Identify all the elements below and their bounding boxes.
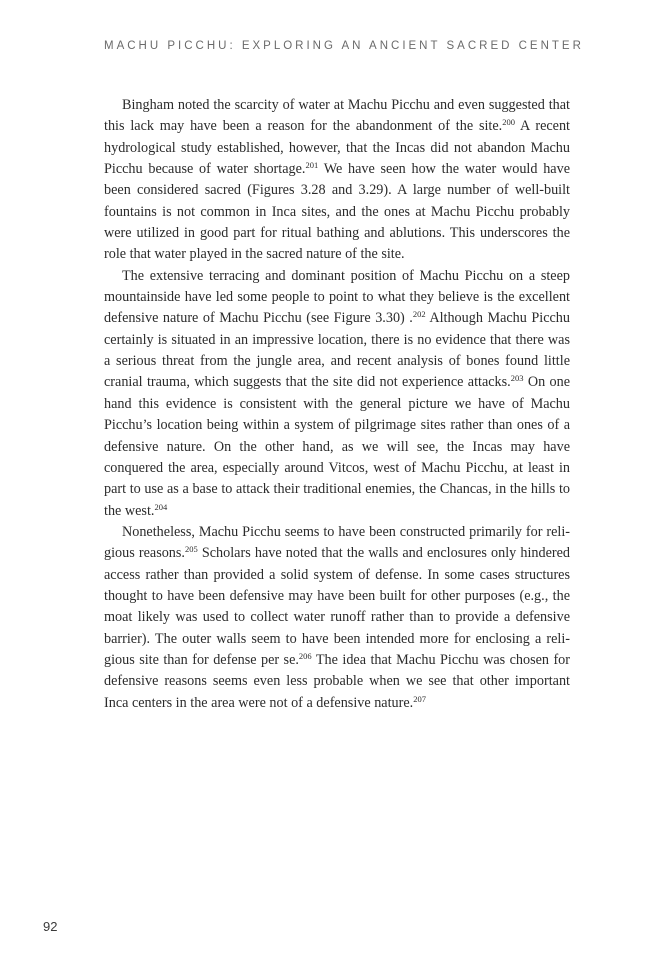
text-span: On one hand this evidence is consistent with the general picture we have of Machu Picchu’s location being within a system of pilgrimage sites rather than ones of a defensive nature. On the other hand, as we will see, the Incas may have conquered the area, especially around Vitcos, west of Machu Picchu, at least in part to use as a base to attack their traditional enemies, the Chancas, in the hills to the west.	[104, 374, 570, 519]
footnote-ref: 200	[502, 117, 515, 128]
text-span: Nonetheless, Machu Picchu seems to have been constructed primarily for reli-gious reasons.	[104, 523, 570, 562]
paragraph-3	[104, 522, 570, 714]
footnote-ref: 206	[298, 650, 312, 661]
body-text	[104, 95, 570, 714]
footnote-ref: 202	[412, 309, 426, 320]
paragraph-1	[104, 95, 570, 266]
page-number: 92	[43, 919, 58, 934]
text-span: Although Machu Picchu certainly is situated in an impressive location, there is no evidence that there was a serious threat from the jungle area, and recent analysis of bones found little cranial trauma, which suggests that the site did not experience attacks.	[104, 310, 570, 391]
text-span: Scholars have noted that the walls and enclosures only hindered access rather than provided a solid system of defense. In some cases structures thought to have been defensive may have been built for other purposes (e.g., the moat likely was used to collect water runoff rather than to provide a defensive barrier). The outer walls seem to have been intended more for enclosing a reli-gious site than for defense per se.	[104, 545, 570, 668]
footnote-ref: 204	[154, 501, 168, 512]
footnote-ref: 203	[510, 373, 524, 384]
text-span: A recent hydrological study established, however, that the Incas did not abandon Machu Picchu because of water shortage.	[104, 118, 570, 178]
footnote-ref: 207	[413, 693, 426, 704]
running-head: MACHU PICCHU: EXPLORING AN ANCIENT SACRED CENTER	[104, 40, 584, 52]
footnote-ref: 201	[305, 160, 319, 171]
text-span: The extensive terracing and dominant position of Machu Picchu on a steep mountainside have led some people to point to what they believe is the excellent defensive nature of Machu Picchu (see Figure 3.30) .	[104, 267, 570, 327]
paragraph-2	[104, 266, 570, 522]
text-span: The idea that Machu Picchu was chosen for defensive reasons seems even less probable when we see that other important Inca centers in the area were not of a defensive nature.	[104, 651, 570, 711]
text-span: Bingham noted the scarcity of water at Machu Picchu and even suggested that this lack may have been a reason for the abandonment of the site.	[104, 97, 570, 135]
text-span: We have seen how the water would have been considered sacred (Figures 3.28 and 3.29). A large number of well-built fountains is not common in Inca sites, and the ones at Machu Picchu probably were utilized in good part for ritual bathing and ablutions. This underscores the role that water played in the sacred nature of the site.	[104, 161, 571, 263]
footnote-ref: 205	[184, 544, 198, 555]
